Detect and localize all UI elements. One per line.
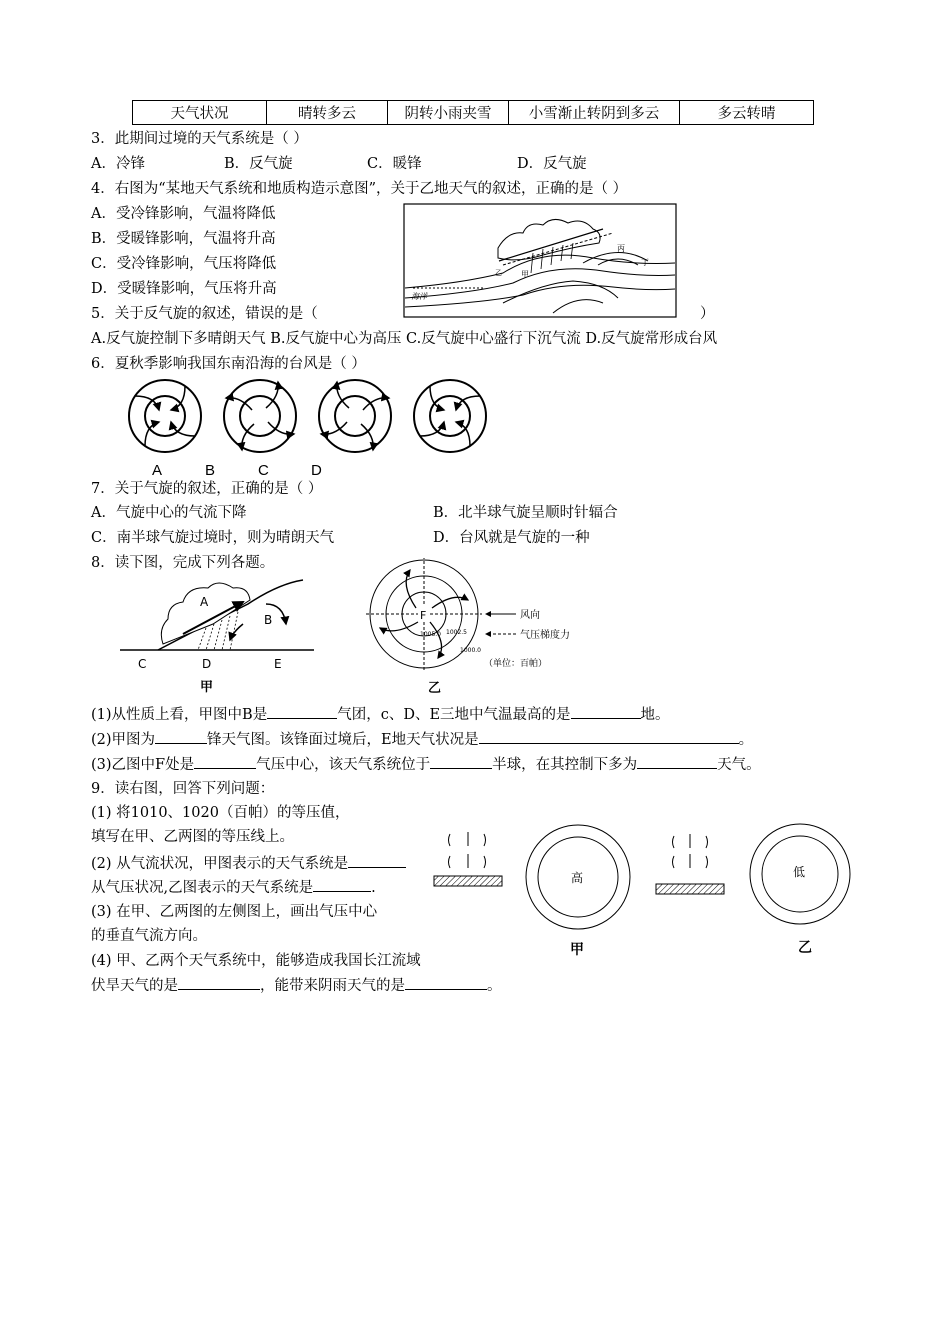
q9-sub2-line2	[91, 877, 376, 898]
legend-wind: 风向	[520, 610, 540, 621]
table-cell: 晴转多云	[267, 101, 388, 125]
q7-option-d: D．台风就是气旋的一种	[433, 530, 590, 546]
cyclone-figure-yi	[360, 558, 600, 698]
q6-stem: 6．夏秋季影响我国东南沿海的台风是（ ）	[91, 356, 366, 372]
q5-options: A.反气旋控制下多晴朗天气 B.反气旋中心为高压 C.反气旋中心盛行下沉气流 D.反气旋常形成台风	[91, 331, 718, 347]
q9-sub2-line1	[91, 853, 406, 874]
q9-sub3-line1: (3) 在甲、乙两图的左侧图上，画出气压中心	[91, 904, 378, 920]
q5-close: ）	[700, 306, 715, 322]
front-label-a: A	[200, 595, 209, 609]
q9-sub3-line2: 的垂直气流方向。	[91, 928, 207, 944]
q8-sub1-text-a: (1)从性质上看，甲图中B是	[91, 707, 268, 723]
typhoon-c	[319, 380, 391, 452]
q9-sub4-line2	[91, 975, 502, 996]
front-label-d: D	[202, 657, 212, 671]
front-figure-jia	[118, 574, 318, 694]
q4-option-b: B．受暖锋影响，气温将升高	[91, 231, 276, 247]
q7-option-c: C．南半球气旋过境时，则为晴朗天气	[91, 530, 335, 546]
answer-blank[interactable]	[405, 975, 487, 990]
label-jia: 甲	[521, 270, 529, 279]
isobar-1005: 1005.0	[420, 631, 441, 638]
q8-sub3-text-b: 气压中心，该天气系统位于	[256, 757, 431, 773]
q9-sub2-text-b: 从气压状况,乙图表示的天气系统是	[91, 880, 314, 896]
q8-sub1	[91, 704, 670, 725]
pressure-systems-figure	[430, 822, 855, 962]
q5-stem: 5．关于反气旋的叙述，错误的是（	[91, 306, 318, 322]
low-center-label: 低	[793, 865, 806, 879]
q8-sub1-text-b: 气团，c、D、E三地中气温最高的是	[337, 707, 571, 723]
isobar-1000: 1000.0	[460, 647, 481, 654]
q3-option-b: B．反气旋	[224, 156, 293, 172]
q7-stem: 7．关于气旋的叙述，正确的是（ ）	[91, 481, 323, 497]
answer-blank[interactable]	[430, 754, 492, 769]
q9-stem: 9．读右图，回答下列问题：	[91, 781, 275, 797]
q3-option-a: A．冷锋	[91, 156, 145, 172]
q8-sub1-text-c: 地。	[640, 707, 670, 723]
answer-blank[interactable]	[637, 754, 717, 769]
answer-blank[interactable]	[155, 729, 207, 744]
q9-sub2-text-a: (2) 从气流状况，甲图表示的天气系统是	[91, 856, 349, 872]
q3-option-c: C．暖锋	[367, 156, 422, 172]
table-cell: 多云转晴	[680, 101, 814, 125]
label-ding: 丁	[641, 258, 649, 267]
answer-blank[interactable]	[479, 729, 739, 744]
table-cell: 小雪渐止转阴到多云	[509, 101, 680, 125]
table-row	[133, 101, 814, 125]
answer-blank[interactable]	[267, 704, 337, 719]
typhoon-b	[224, 380, 296, 452]
weather-table	[132, 100, 814, 125]
q8-sub2	[91, 729, 753, 750]
q9-sub2-end: .	[371, 880, 376, 896]
q8-sub3	[91, 754, 761, 775]
q7-option-b: B．北半球气旋呈顺时针辐合	[433, 505, 618, 521]
answer-blank[interactable]	[313, 877, 371, 892]
typhoon-label-a: A	[152, 462, 163, 479]
answer-blank[interactable]	[348, 853, 406, 868]
isobar-1002: 1002.5	[446, 629, 467, 636]
cyclone-center-f: F	[420, 609, 427, 622]
q8-sub3-text-d: 天气。	[717, 757, 761, 773]
label-yi: 乙	[495, 269, 502, 277]
q9-sub4-text-b: 伏旱天气的是	[91, 978, 178, 994]
typhoon-label-d: D	[311, 462, 322, 479]
legend-unit: （单位：百帕）	[484, 659, 548, 669]
q4-option-a: A．受冷锋影响，气温将降低	[91, 206, 276, 222]
figure-caption-yi: 乙	[798, 940, 812, 956]
q8-sub3-text-c: 半球，在其控制下多为	[492, 757, 638, 773]
typhoon-d	[414, 380, 486, 452]
cyclone-caption: 乙	[428, 681, 442, 696]
label-sea: 海洋	[411, 292, 427, 301]
q9-sub1-line1: (1) 将1010、1020（百帕）的等压值，	[91, 805, 350, 821]
answer-blank[interactable]	[571, 704, 641, 719]
q9-sub4-text-d: 。	[487, 978, 502, 994]
q8-sub3-text-a: (3)乙图中F处是	[91, 757, 195, 773]
q8-sub2-text-a: (2)甲图为	[91, 732, 156, 748]
high-center-label: 高	[571, 871, 584, 885]
answer-blank[interactable]	[194, 754, 256, 769]
legend-pgf: 气压梯度力	[520, 630, 570, 641]
typhoon-figure	[125, 378, 500, 458]
typhoon-label-b: B	[205, 462, 216, 479]
q8-sub2-text-b: 锋天气图。该锋面过境后，E地天气状况是	[207, 732, 479, 748]
answer-blank[interactable]	[178, 975, 260, 990]
q9-sub1-line2: 填写在甲、乙两图的等压线上。	[91, 829, 294, 845]
q4-option-d: D．受暖锋影响，气压将升高	[91, 281, 277, 297]
table-cell: 天气状况	[133, 101, 267, 125]
q7-option-a: A．气旋中心的气流下降	[91, 505, 247, 521]
figure-caption-jia: 甲	[570, 942, 584, 958]
typhoon-a	[129, 380, 201, 452]
q8-sub2-text-c: 。	[738, 732, 754, 748]
q8-stem: 8．读下图，完成下列各题。	[91, 555, 275, 571]
q3-stem: 3．此期间过境的天气系统是（ ）	[91, 131, 308, 147]
label-bing: 丙	[617, 244, 625, 253]
q3-option-d: D．反气旋	[517, 156, 587, 172]
front-label-c: C	[138, 657, 147, 671]
table-cell: 阴转小雨夹雪	[388, 101, 509, 125]
weather-geology-figure	[403, 203, 677, 318]
typhoon-label-c: C	[258, 462, 269, 479]
q4-option-c: C．受冷锋影响，气压将降低	[91, 256, 277, 272]
front-label-b: B	[264, 613, 273, 627]
q4-stem: 4．右图为“某地天气系统和地质构造示意图”，关于乙地天气的叙述，正确的是（ ）	[91, 181, 628, 197]
front-caption: 甲	[200, 680, 214, 694]
q9-sub4-text-c: ，能带来阴雨天气的是	[260, 978, 405, 994]
front-label-e: E	[274, 657, 282, 671]
q9-sub4-line1: (4) 甲、乙两个天气系统中，能够造成我国长江流域	[91, 953, 421, 969]
